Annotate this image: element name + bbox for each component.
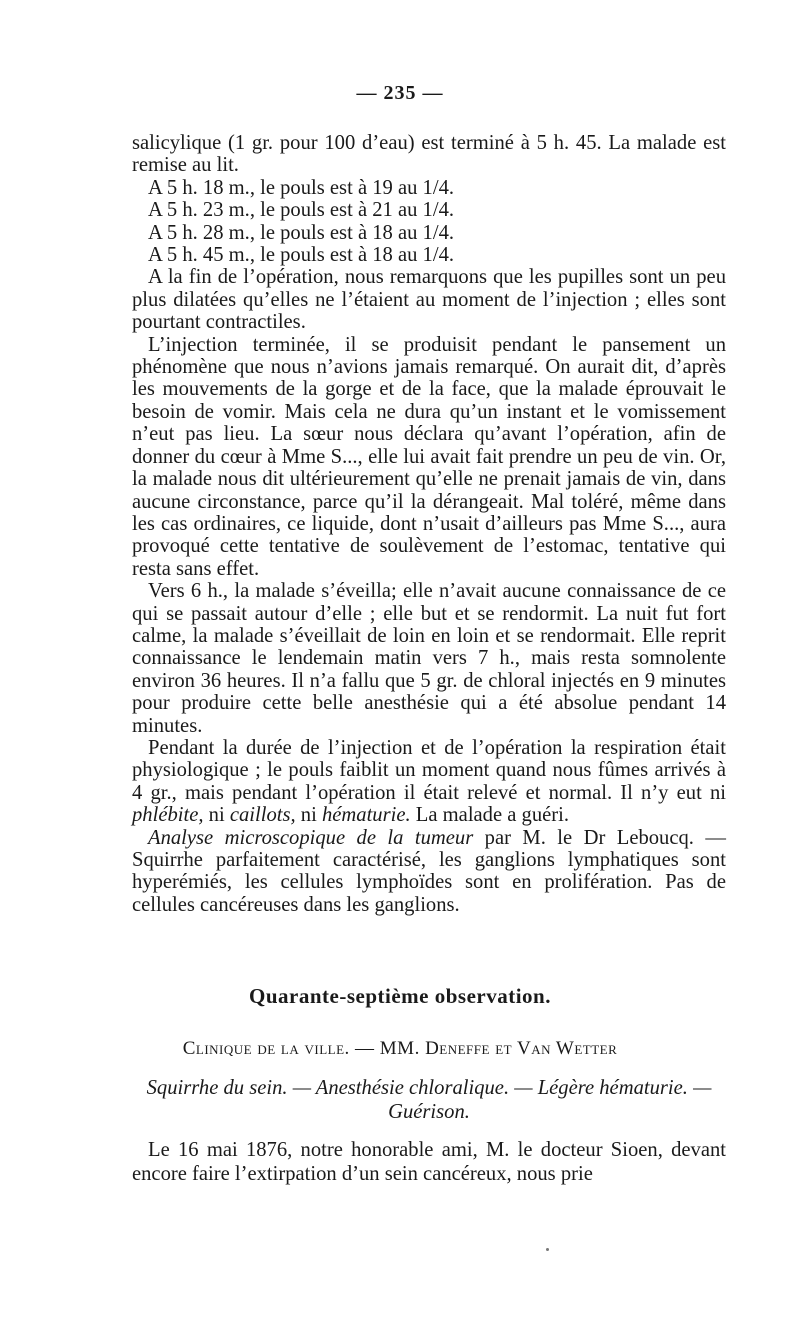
p5-text-c: ni (208, 804, 225, 827)
paragraph-1: salicylique (1 gr. pour 100 d’eau) est terminé à 5 h. 45. La malade est remise au lit. (132, 132, 726, 177)
pulse-line-3: A 5 h. 28 m., le pouls est à 18 au 1/4. (148, 221, 455, 244)
p6-analysis-title: Analyse microscopique de la tumeur (148, 826, 474, 849)
paragraph-4: Vers 6 h., la malade s’éveilla; elle n’avait aucune connaissance de ce qui se passait autour d’elle ; elle but et se rendormit. La nuit fut fort calme, la malade s’éveillait de loin en loin et se rendormait. Elle reprit connaissance le lendemain matin vers 7 h., mais resta somnolente environ 36 heures. Il n’a fallu que 5 gr. de chloral injectés en 9 minutes pour produire cette belle anesthésie qui a été absolue pendant 14 minutes. (132, 580, 726, 737)
p5-text-g: La malade a guéri. (415, 804, 570, 827)
case-subtitle: Squirrhe du sein. — Anesthésie chloralique. — Légère hématurie. — Guérison. (146, 1077, 712, 1123)
page-number: — 235 — (356, 82, 444, 104)
paragraph-3: L’injection terminée, il se produisit pendant le pansement un phénomène que nous n’avions jamais remarqué. On aurait dit, d’après les mouvements de la gorge et de la face, que la malade éprouvait le besoin de vomir. Mais cela ne dura qu’un instant et le vomissement n’eut pas lieu. La sœur nous déclara qu’avant l’opération, afin de donner du cœur à Mme S..., elle lui avait fait prendre un peu de vin. Or, la malade nous dit ultérieurement qu’elle ne prenait jamais de vin, dans aucune circonstance, parce qu’il la dérangeait. Mal toléré, même dans les cas ordinaires, ce liquide, dont n’usait d’ailleurs pas Mme S..., aura provoqué cette tentative de soulèvement de l’estomac, tentative qui resta sans effet. (132, 333, 726, 580)
p5-hematurie: hématurie. (321, 804, 411, 827)
p5-phlebite: phlébite, (132, 804, 204, 827)
pulse-line-2: A 5 h. 23 m., le pouls est à 21 au 1/4. (148, 199, 455, 222)
paragraph-5 (132, 737, 726, 827)
pulse-line-4: A 5 h. 45 m., le pouls est à 18 au 1/4. (148, 244, 455, 267)
p5-text-a: Pendant la durée de l’injection et de l’opération la respiration était physiologique ; le pouls faiblit un moment quand nous fûmes arrivés à 4 gr., mais pendant l’opération il était relevé et normal. Il n’y eut ni (132, 736, 726, 804)
paragraph-2: A la fin de l’opération, nous remarquons que les pupilles sont un peu plus dilatées qu’elles ne l’étaient au moment de l’injection ; elles sont pourtant contractiles. (132, 266, 726, 334)
clinic-line: Clinique de la ville. — MM. Deneffe et Van Wetter (182, 1038, 618, 1059)
pulse-line-1: A 5 h. 18 m., le pouls est à 19 au 1/4. (148, 176, 455, 199)
paragraph-6 (132, 827, 726, 917)
p5-text-e: ni (300, 804, 317, 827)
p5-caillots: caillots, (229, 804, 296, 827)
section-title: Quarante-septième observation. (249, 984, 551, 1008)
body-text (132, 132, 726, 916)
ink-spot (546, 1248, 549, 1251)
intro-paragraph: Le 16 mai 1876, notre honorable ami, M. le docteur Sioen, devant encore faire l’extirpation d’un sein cancéreux, nous prie (132, 1139, 726, 1185)
p6-text: par M. le Dr Leboucq. —Squirrhe parfaitement caractérisé, les ganglions lymphatiques sont hyperémiés, les cellules lymphoïdes sont en prolifération. Pas de cellules cancéreuses dans les ganglions. (132, 826, 726, 916)
